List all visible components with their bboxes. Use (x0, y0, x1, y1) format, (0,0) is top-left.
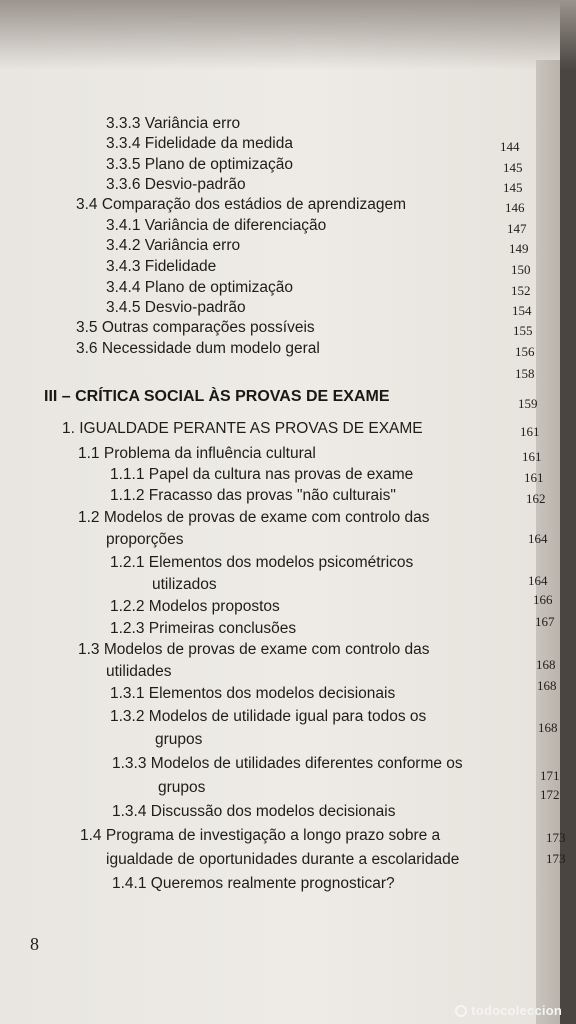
part-heading: III – CRÍTICA SOCIAL ÀS PROVAS DE EXAME (44, 388, 390, 405)
toc-entry: 3.4.1 Variância de diferenciação (106, 217, 327, 234)
toc-entry: 1.1.1 Papel da cultura nas provas de exame (110, 466, 414, 483)
toc-page-number: 156 (515, 344, 535, 359)
toc-page-number: 158 (515, 366, 535, 381)
toc-entry: 1.3.3 Modelos de utilidades diferentes conforme os (112, 755, 463, 772)
toc-entry: 3.4.3 Fidelidade (106, 258, 217, 275)
toc-entry: 3.4.5 Desvio-padrão (106, 299, 246, 316)
toc-page-number: 154 (512, 303, 532, 318)
toc-page-number: 155 (513, 323, 533, 338)
toc-page-number: 162 (526, 491, 546, 506)
toc-page-number: 161 (524, 470, 544, 485)
toc-entry: 1.4 Programa de investigação a longo prazo sobre a (80, 827, 441, 844)
toc-page-number: 145 (503, 180, 523, 195)
toc-entry: 1.1 Problema da influência cultural (78, 445, 316, 462)
toc-entry: 1. IGUALDADE PERANTE AS PROVAS DE EXAME (62, 420, 423, 437)
page-folio: 8 (30, 934, 39, 954)
toc-entry: 3.5 Outras comparações possíveis (76, 319, 315, 336)
toc-page-number: 168 (536, 657, 556, 672)
toc-page-number: 164 (528, 573, 548, 588)
toc-entry: 1.1.2 Fracasso das provas "não culturais" (110, 487, 396, 504)
toc-page-number: 159 (518, 396, 538, 411)
toc-page-number: 152 (511, 283, 531, 298)
toc-page-number: 172 (540, 787, 560, 802)
toc-entry: 3.4.2 Variância erro (106, 237, 241, 254)
toc-page-number: 161 (522, 449, 542, 464)
toc-entry: grupos (158, 779, 206, 796)
toc-entry: 3.3.4 Fidelidade da medida (106, 135, 293, 152)
toc-entry: utilizados (152, 576, 217, 593)
toc-page-number: 166 (533, 592, 553, 607)
toc-page-number: 144 (500, 139, 520, 154)
toc-entry: 1.3.1 Elementos dos modelos decisionais (110, 685, 396, 702)
toc-entry: 3.4 Comparação dos estádios de aprendizagem (76, 196, 407, 213)
toc-page-number: 171 (540, 768, 560, 783)
toc-page-number: 146 (505, 200, 525, 215)
watermark-icon (455, 1005, 467, 1017)
toc-entry: 1.2.2 Modelos propostos (110, 598, 280, 615)
toc-entry: 3.6 Necessidade dum modelo geral (76, 340, 320, 357)
toc-page-number: 149 (509, 241, 529, 256)
toc-entry: 3.3.3 Variância erro (106, 115, 241, 132)
toc-entry: 3.3.5 Plano de optimização (106, 156, 293, 173)
page-shadow (0, 0, 576, 70)
toc-page-number: 168 (538, 720, 558, 735)
toc-entry: 1.3 Modelos de provas de exame com controlo das (78, 641, 430, 658)
toc-page-number: 147 (507, 221, 527, 236)
toc-page-number: 164 (528, 531, 548, 546)
toc-page-number: 145 (503, 160, 523, 175)
toc-entry: utilidades (106, 663, 172, 680)
toc-page-number: 150 (511, 262, 531, 277)
watermark (455, 1003, 562, 1018)
toc-page-number: 173 (546, 851, 566, 866)
toc-entry: 3.3.6 Desvio-padrão (106, 176, 246, 193)
toc-page-number: 173 (546, 830, 566, 845)
toc-entry: 3.4.4 Plano de optimização (106, 279, 293, 296)
toc-entry: 1.2 Modelos de provas de exame com controlo das (78, 509, 430, 526)
toc-page-number: 168 (537, 678, 557, 693)
toc-page-number: 167 (535, 614, 555, 629)
toc-entry: 1.2.1 Elementos dos modelos psicométricos (110, 554, 414, 571)
toc-entry: proporções (106, 531, 184, 548)
toc-entry: 1.4.1 Queremos realmente prognosticar? (112, 875, 395, 892)
toc-entry: 1.2.3 Primeiras conclusões (110, 620, 297, 637)
toc-page-number: 161 (520, 424, 540, 439)
watermark-text: todocoleccion (471, 1003, 562, 1018)
toc-entry: 1.3.2 Modelos de utilidade igual para todos os (110, 708, 427, 725)
toc-entry: igualdade de oportunidades durante a escolaridade (106, 851, 460, 868)
toc-entry: 1.3.4 Discussão dos modelos decisionais (112, 803, 396, 820)
toc-entry: grupos (155, 731, 203, 748)
